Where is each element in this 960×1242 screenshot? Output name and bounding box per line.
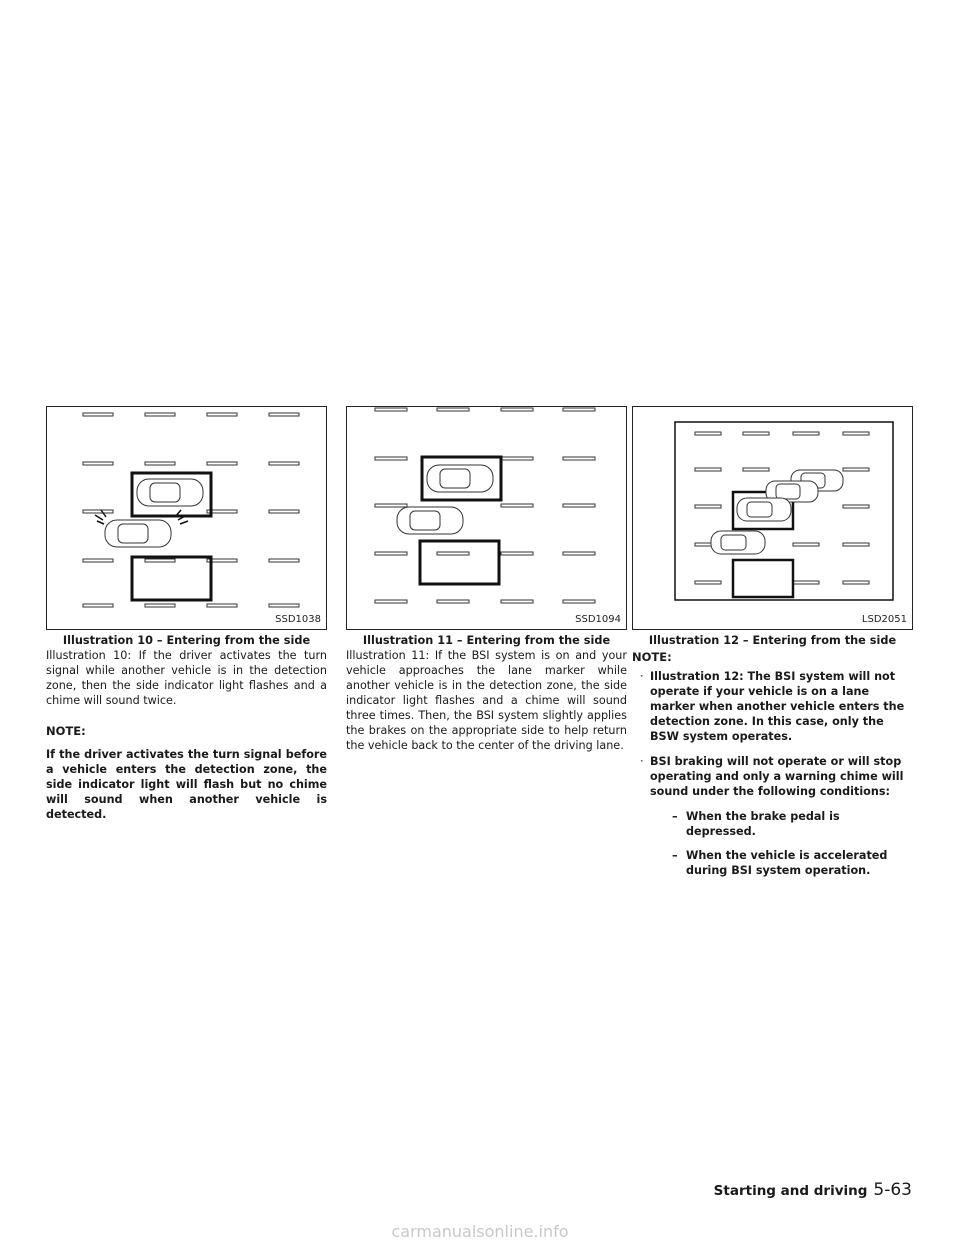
illustration-10 bbox=[46, 406, 327, 630]
bullet-text: Illustration 12: The BSI system will not operate if your vehicle is on a lane marker when another vehicle enters the detection zone. In this case, only the BSW system operates. bbox=[650, 670, 905, 743]
bullet-marker: · bbox=[640, 670, 644, 683]
page-number: 5-63 bbox=[873, 1180, 912, 1200]
body-paragraph: Illustration 10: If the driver activates the turn signal while another vehicle is in the detection zone, then the side indicator light flashes and a chime will sound twice. bbox=[46, 649, 327, 707]
sub-bullet-text: When the brake pedal is depressed. bbox=[686, 810, 840, 838]
illustration-11 bbox=[346, 406, 627, 630]
note-body: If the driver activates the turn signal before a vehicle enters the detection zone, the side indicator light will flash but no chime will sound when another vehicle is detected. bbox=[46, 748, 327, 821]
column-3 bbox=[632, 406, 913, 887]
watermark: carmanualsonline.info bbox=[391, 1222, 569, 1241]
bullet-item bbox=[632, 669, 913, 744]
section-title: Starting and driving bbox=[713, 1183, 868, 1199]
illustration-11-diagram bbox=[347, 407, 628, 631]
note-heading: NOTE: bbox=[46, 724, 86, 738]
sub-bullet-item bbox=[632, 809, 913, 839]
body-paragraph: Illustration 11: If the BSI system is on and your vehicle approaches the lane marker while another vehicle is in the detection zone, the side indicator light flashes and a chime will sound three times. Then, the BSI system slightly applies the brakes on the appropriate side to help return the vehicle back to the center of the driving lane. bbox=[346, 649, 627, 752]
page-footer bbox=[714, 1180, 912, 1200]
column-1 bbox=[46, 406, 327, 822]
figure-code: SSD1094 bbox=[575, 614, 621, 625]
illustration-12 bbox=[632, 406, 913, 630]
figure-caption: Illustration 12 – Entering from the side bbox=[648, 634, 897, 647]
bullet-text: BSI braking will not operate or will stop operating and only a warning chime will sound under the following conditions: bbox=[650, 755, 904, 798]
figure-code: SSD1038 bbox=[275, 614, 321, 625]
dash-marker: – bbox=[672, 849, 678, 862]
figure-caption: Illustration 10 – Entering from the side bbox=[62, 634, 311, 647]
note-heading: NOTE: bbox=[632, 650, 672, 664]
bullet-marker: · bbox=[640, 755, 644, 768]
figure-caption: Illustration 11 – Entering from the side bbox=[362, 634, 611, 647]
sub-bullet-text: When the vehicle is accelerated during BSI system operation. bbox=[686, 849, 888, 877]
figure-code: LSD2051 bbox=[861, 614, 907, 625]
illustration-12-diagram bbox=[633, 407, 914, 631]
sub-bullet-item bbox=[632, 848, 913, 878]
bullet-item bbox=[632, 754, 913, 799]
illustration-10-diagram bbox=[47, 407, 328, 631]
column-2 bbox=[346, 406, 627, 753]
dash-marker: – bbox=[672, 810, 678, 823]
